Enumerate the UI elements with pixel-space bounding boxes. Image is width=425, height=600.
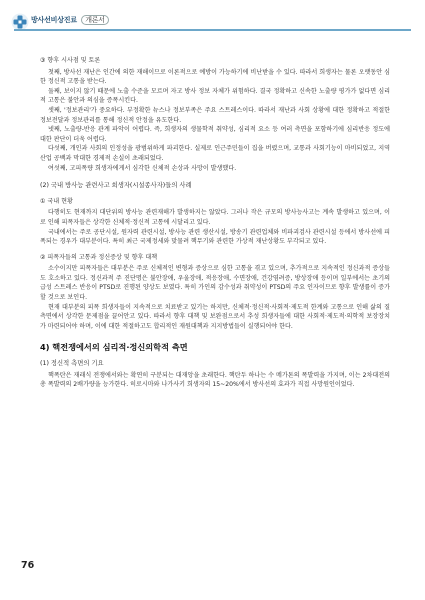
subsection-heading-implications: ③ 향후 시사점 및 토론 xyxy=(40,57,101,64)
page-number: 76 xyxy=(21,560,35,571)
running-header-title xyxy=(31,15,109,25)
book-subtitle: 개론서 xyxy=(81,15,109,25)
paragraph: 다섯째, 개인과 사회의 인정성을 광범위하게 파괴한다. 실제로 인근주민들이 집을 버렸으며, 교통과 사회기능이 마비되었고, 지역산업 공백과 막대한 경제적 손실이 초래되었다. xyxy=(40,145,390,162)
paragraph: 둘째, 보이지 않기 때문에 노출 수준을 모르며 자고 방사 정보 자체가 위험하다. 결국 정확하고 신속한 노출량 평가가 없다면 심리적 고통은 불안과 의심을 증폭시킨다. xyxy=(40,87,390,105)
subsection-heading-victim-suffering: ② 피폭자들의 고통과 정신증상 및 향후 대책 xyxy=(40,253,158,261)
header-rule xyxy=(14,29,411,31)
section-heading-mental-overview: (1) 정신적 측면의 기요 xyxy=(40,360,104,368)
paragraph: 현재 대부분의 피폭 희생자들이 지속적으로 치료받고 있기는 하지만, 신체적·정신적·사회적·제도적 한계와 고통으로 인해 삶의 질 측면에서 상각한 문제점을 끌어안고 있다. 따라서 향후 대책 및 보완점으로서 추성 희생자들에 대한 사회적·제도적·의학적 보장장치가 마련되어야 하며, 이에 대한 적절하고도 합리적인 재원대책과 지지방법들이 실행되어야 한다. xyxy=(40,303,390,330)
page-body xyxy=(40,56,390,390)
paragraph: 핵폭탄은 재래식 전쟁에서와는 확연히 구분되는 대재앙을 초래한다. 핵탄두 하나는 수 메가톤의 폭발력을 가지며, 이는 2차대전의 총 폭발력의 2배가량을 능가한다. 히로시마와 나가사키 희생자의 15~20%에서 방사선의 효과가 직접 사망원인이었다. xyxy=(40,371,390,389)
paragraph: 넷째, 노출량-반응 관계 파악이 어렵다. 즉, 희생자의 생물학적 취약성, 심리적 요소 등 여러 측면을 포함하기에 심리반응 정도에 대한 판단이 더욱 어렵다. xyxy=(40,126,390,143)
chapter-heading-nuclear-war: 4) 핵전쟁에서의 심리적·정신의학적 측면 xyxy=(40,342,188,353)
book-title: 방사선비상진료 xyxy=(31,16,77,24)
paragraph: 셋째, '정보관리'가 중요하다. 부정확한 뉴스나 정보부족은 주요 스트레스이다. 따라서 재난과 사회 상황에 대한 정확하고 적절한 정보전달과 정보관리를 통해 정신적 안정을 유도한다. xyxy=(40,106,390,124)
paragraph: 여섯째, 고피폭량 희생자에게서 심각한 신체적 손상과 사망이 발생했다. xyxy=(48,164,237,172)
section-heading-domestic-cases: (2) 국내 방사능 관련사고 희생자(시설종사자)들의 사례 xyxy=(40,182,192,190)
subsection-heading-domestic-status: ① 국내 현황 xyxy=(40,197,73,205)
paragraph: 소수이지만 피폭자들은 대부분은 주로 신체적인 변형과 증상으로 심한 고통을 겪고 있으며, 추가적으로 지속적인 정신과적 증상들도 호소하고 있다. 정신과적 주 진단명은 불안장애, 우울장애, 적응장애, 수면장애, 건강염려증, 방상장애 등이며 일부에서는 초기의 급성 스트레스 반응이 PTSD로 진행된 양상도 보였다. 특히 가인의 감수성과 취약성이 PTSD의 주요 인자이므로 향후 발생률이 증가할 것으로 보인다. xyxy=(40,265,390,302)
page-header xyxy=(0,0,425,46)
paragraph: 다행히도 현재까지 대단위의 방사능 관련재해가 발생하지는 않았다. 그러나 작은 규모의 방사능사고는 계속 발생하고 있으며, 이로 인해 피폭자들은 상각한 신체적·정신적 고통에 시달리고 있다. xyxy=(40,209,390,226)
paragraph: 국내에서는 주로 공단시설, 원자력 관련시설, 방사능 관련 생산시설, 방송기 관련업체와 비파괴검사 관련시설 등에서 방사선에 피폭되는 경우가 대부분이다. 특히 최근 국제정세와 맞물려 핵무기와 관련한 가상적 재난상황도 부각되고 있다. xyxy=(40,228,390,246)
paragraph: 첫째, 방사선 재난은 인간에 의한 재해이므로 이론적으로 예방이 가능하기에 비난받을 수 있다. 따라서 희생자는 물론 오랫동안 심한 정신적 고통을 받는다. xyxy=(40,68,390,86)
